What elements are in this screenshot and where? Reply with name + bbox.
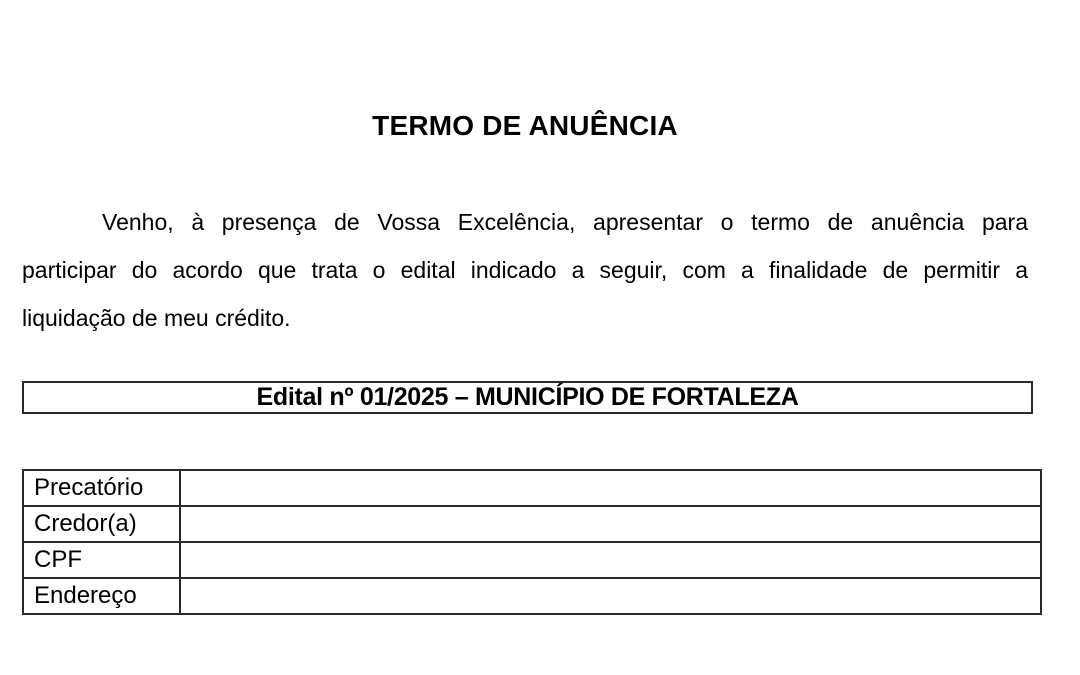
document-title: TERMO DE ANUÊNCIA — [372, 110, 678, 141]
row-value-credor — [180, 506, 1041, 542]
table-row-endereco — [23, 578, 1041, 614]
edital-header-box — [22, 381, 1033, 414]
consent-paragraph — [22, 198, 1028, 342]
row-value-endereco — [180, 578, 1041, 614]
row-label-credor: Credor(a) — [23, 506, 180, 542]
table-row-precatorio — [23, 470, 1041, 506]
paragraph-line-2: participar do acordo que trata o edital indicado a seguir, com a finalidade de permitir a — [22, 257, 1028, 283]
edital-header-text: Edital nº 01/2025 – MUNICÍPIO DE FORTALEZA — [256, 383, 799, 411]
row-value-cpf — [180, 542, 1041, 578]
creditor-info-table — [22, 469, 1042, 615]
paragraph-line-1: Venho, à presença de Vossa Excelência, apresentar o termo de anuência para — [102, 209, 1028, 235]
table-row-credor — [23, 506, 1041, 542]
row-label-cpf: CPF — [23, 542, 180, 578]
table-row-cpf — [23, 542, 1041, 578]
row-value-precatorio — [180, 470, 1041, 506]
row-label-precatorio: Precatório — [23, 470, 180, 506]
paragraph-line-3: liquidação de meu crédito. — [22, 305, 291, 331]
row-label-endereco: Endereço — [23, 578, 180, 614]
